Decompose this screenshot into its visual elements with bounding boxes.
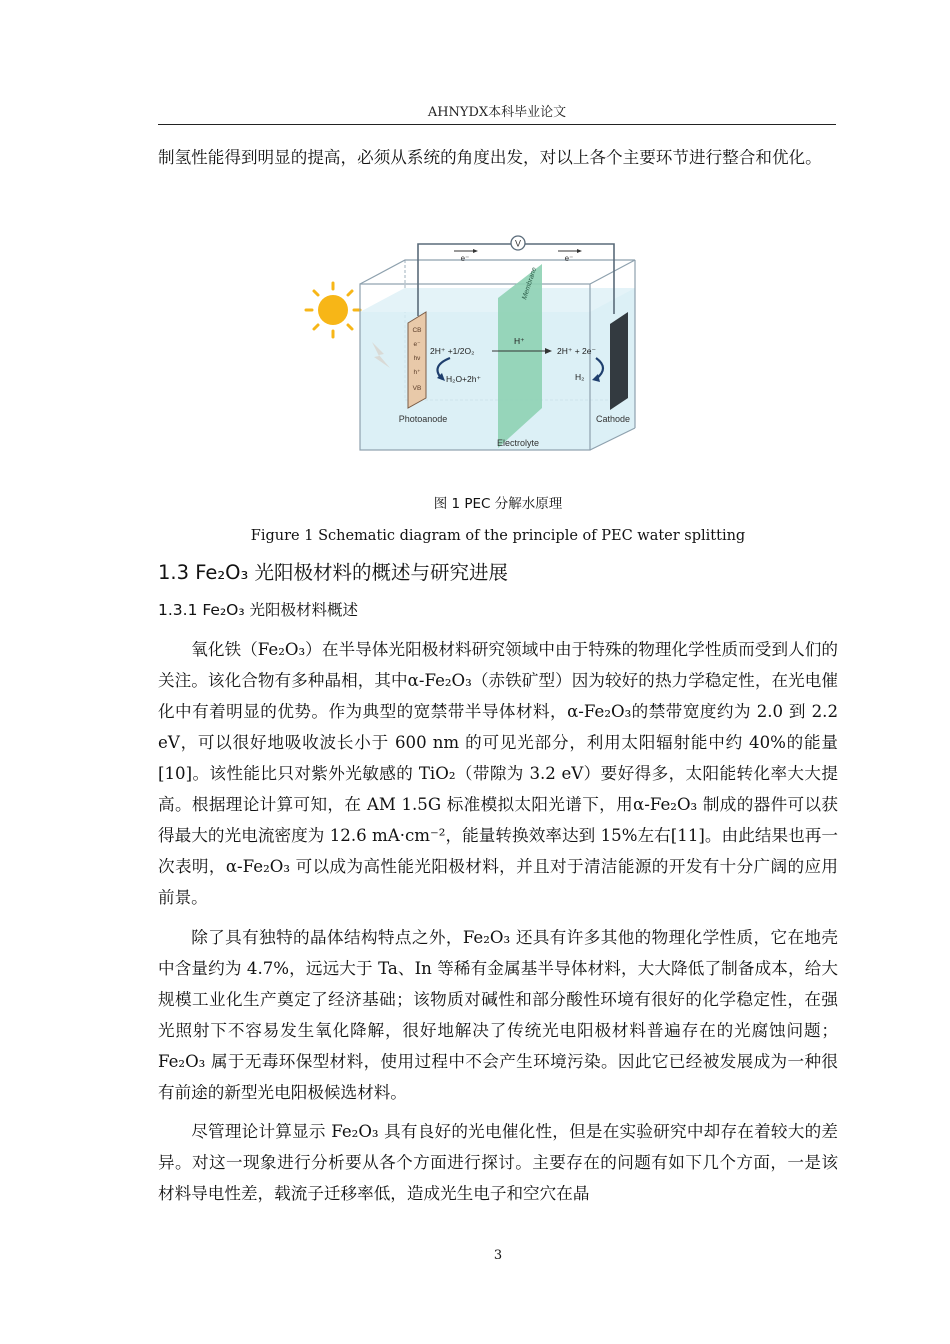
header-rule [158, 124, 836, 125]
anode-reaction-bottom: H₂O+2h⁺ [446, 374, 481, 384]
photoanode-label: Photoanode [398, 414, 448, 424]
page-number: 3 [493, 1248, 503, 1263]
anode-reaction-top: 2H⁺ +1/2O₂ [430, 346, 475, 356]
cathode-electrode [610, 312, 628, 410]
section-heading: 1.3 Fe₂O₃ 光阳极材料的概述与研究进展 [158, 561, 509, 584]
electron-flow-left: e⁻ [460, 254, 470, 263]
running-header: AHNYDX本科毕业论文 [427, 105, 567, 120]
pec-diagram [280, 228, 680, 456]
membrane-label: Membrane [521, 266, 539, 301]
subsection-heading: 1.3.1 Fe₂O₃ 光阳极材料概述 [158, 601, 359, 619]
photon-label: hν [413, 355, 421, 362]
sun-icon [306, 283, 360, 337]
figure-caption-cn: 图 1 PEC 分解水原理 [433, 496, 563, 512]
cathode-label: Cathode [595, 414, 631, 424]
proton-label: H⁺ [514, 336, 525, 346]
paragraph-2: 除了具有独特的晶体结构特点之外，Fe₂O₃ 还具有许多其他的物理化学性质，它在地壳中含量约为 4.7%，远远大于 Ta、In 等稀有金属基半导体材料，大大降低了制备成本，给大规模工业化生产奠定了经济基础；该物质对碱性和部分酸性环境有很好的化学稳定性，在强光照射下不容易发生氧化降解，很好地解决了传统光电阳极材料普遍存在的光腐蚀问题；Fe₂O₃ 属于无毒环保型材料，使用过程中不会产生环境污染。因此它已经被发展成为一种很有前途的新型光电阳极候选材料。 [158, 928, 838, 1102]
paragraph-3: 尽管理论计算显示 Fe₂O₃ 具有良好的光电催化性，但是在实验研究中却存在着较大的差异。对这一现象进行分析要从各个方面进行探讨。主要存在的问题有如下几个方面，一是该材料导电性差，载流子迁移率低，造成光生电子和空穴在晶 [158, 1122, 838, 1203]
electrolyte-label: Electrolyte [496, 438, 540, 448]
band-hole-label: h⁺ [413, 369, 421, 376]
band-electron-label: e⁻ [413, 341, 421, 348]
paragraph-1: 氧化铁（Fe₂O₃）在半导体光阳极材料研究领域中由于特殊的物理化学性质而受到人们的关注。该化合物有多种晶相，其中α-Fe₂O₃（赤铁矿型）因为较好的热力学稳定性，在光电催化中有着明显的优势。作为典型的宽禁带半导体材料，α-Fe₂O₃的禁带宽度约为 2.0 到 2.2 eV，可以很好地吸收波长小于 600 nm 的可见光部分，利用太阳辐射能中约 40%的能量[10]。该性能比只对紫外光敏感的 TiO₂（带隙为 3.2 eV）要好得多，太阳能转化率大大提高。根据理论计算可知，在 AM 1.5G 标准模拟太阳光谱下，用α-Fe₂O₃ 制成的器件可以获得最大的光电流密度为 12.6 mA·cm⁻²，能量转换效率达到 15%左右[11]。由此结果也再一次表明，α-Fe₂O₃ 可以成为高性能光阳极材料，并且对于清洁能源的开发有十分广阔的应用前景。 [158, 640, 838, 907]
voltmeter-label: V [514, 238, 522, 249]
cathode-reaction-bottom: H₂ [575, 372, 585, 382]
paragraph-continuation: 制氢性能得到明显的提高，必须从系统的角度出发，对以上各个主要环节进行整合和优化。 [158, 148, 822, 167]
electron-flow-right: e⁻ [564, 254, 574, 263]
cb-label: CB [412, 327, 422, 334]
figure-caption-en: Figure 1 Schematic diagram of the principle of PEC water splitting [250, 528, 746, 544]
vb-label: VB [412, 385, 422, 392]
cathode-reaction-top: 2H⁺ + 2e⁻ [557, 346, 596, 356]
